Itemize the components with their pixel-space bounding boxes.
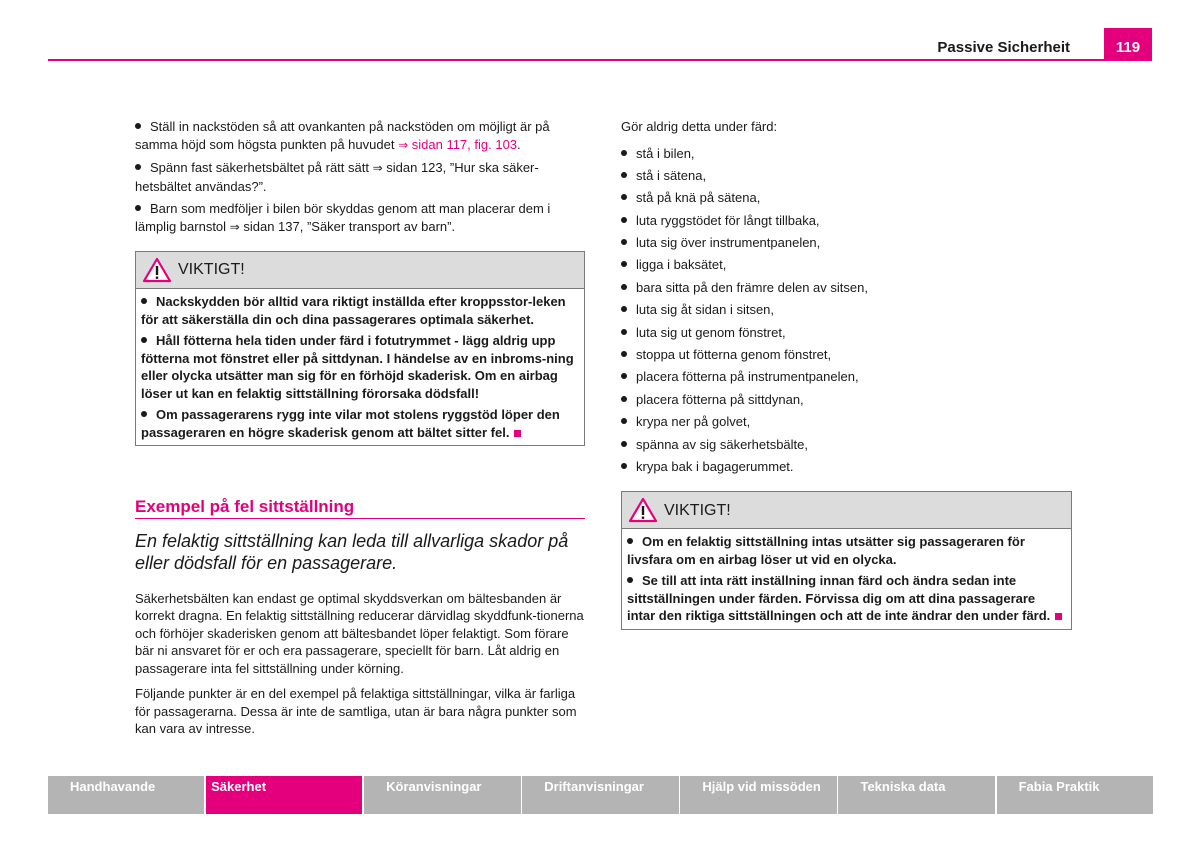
list-item: luta sig åt sidan i sitsen, bbox=[621, 301, 1072, 319]
list-item: luta ryggstödet för långt tillbaka, bbox=[621, 212, 1072, 230]
list-item: placera fötterna på sittdynan, bbox=[621, 391, 1072, 409]
bullet-icon bbox=[135, 164, 141, 170]
paragraph: Säkerhetsbälten kan endast ge optimal skyddsverkan om bältesbanden är korrekt dragna. En felaktig sittställning reducerar därvidlag skyddfunk-tionerna och förhöjer skaderisken genom att bältesbandet löper felaktigt. Som förare bär ni ansvaret för er och era passagerare, speciellt för barn. Låt aldrig en passagerare inta fel sittställning under körning. bbox=[135, 590, 584, 676]
header-rule bbox=[48, 59, 1152, 61]
bullet-icon bbox=[627, 538, 633, 544]
nav-tab-driftanvisningar[interactable]: Driftanvisningar bbox=[522, 776, 678, 814]
bullet-icon bbox=[621, 463, 627, 469]
bullet-icon bbox=[621, 194, 627, 200]
list-item: Spänn fast säkerhetsbältet på rätt sätt ⇒ sidan 123, ”Hur ska säker-hetsbältet användas?”. bbox=[135, 160, 539, 194]
section-heading: Exempel på fel sittställning bbox=[135, 498, 585, 519]
bullet-icon bbox=[141, 411, 147, 417]
list-item: luta sig över instrumentpanelen, bbox=[621, 234, 1072, 252]
bullet-icon bbox=[621, 150, 627, 156]
lead-text: En felaktig sittställning kan leda till allvarliga skador på eller dödsfall för en passagerare. bbox=[135, 530, 569, 573]
chapter-nav bbox=[48, 776, 1153, 814]
bullet-icon bbox=[621, 217, 627, 223]
warning-item: Håll fötterna hela tiden under färd i fotutrymmet - lägg aldrig upp fötterna mot fönstret eller på sittdynan. I händelse av en inbroms-ning eller olycka utsätter man sig för en förhöjd skaderisk. Om en airbag löser ut kan en felaktig sittställning förorsaka dödsfall! bbox=[141, 333, 574, 401]
bullet-icon bbox=[141, 337, 147, 343]
bullet-icon bbox=[621, 261, 627, 267]
cross-reference-link[interactable]: ⇒ sidan 117, fig. 103 bbox=[398, 136, 518, 152]
list-item: ligga i baksätet, bbox=[621, 256, 1072, 274]
list-item: luta sig ut genom fönstret, bbox=[621, 324, 1072, 342]
bullet-icon bbox=[621, 396, 627, 402]
list-item: spänna av sig säkerhetsbälte, bbox=[621, 436, 1072, 454]
bullet-icon bbox=[621, 351, 627, 357]
nav-tab-koranvisningar[interactable]: Köranvisningar bbox=[364, 776, 520, 814]
bullet-icon bbox=[621, 329, 627, 335]
warning-triangle-icon bbox=[142, 257, 172, 283]
list-item: bara sitta på den främre delen av sitsen, bbox=[621, 279, 1072, 297]
list-item: stå i sätena, bbox=[621, 167, 1072, 185]
nav-tab-fabia-praktik[interactable]: Fabia Praktik bbox=[997, 776, 1153, 814]
double-arrow-right-icon: ⇒ bbox=[372, 161, 383, 175]
list-item: Barn som medföljer i bilen bör skyddas genom att man placerar dem i lämplig barnstol ⇒ sidan 137, ”Säker transport av barn”. bbox=[135, 201, 551, 234]
nav-tab-tekniska-data[interactable]: Tekniska data bbox=[838, 776, 994, 814]
warning-item: Om en felaktig sittställning intas utsätter sig passageraren för livsfara om en airbag löser ut vid en olycka. bbox=[627, 534, 1025, 567]
warning-title: VIKTIGT! bbox=[178, 261, 245, 279]
nav-tab-sakerhet[interactable]: Säkerhet bbox=[206, 776, 362, 814]
bullet-icon bbox=[621, 239, 627, 245]
do-not-list bbox=[621, 145, 1072, 476]
warning-box bbox=[621, 491, 1072, 630]
bullet-icon bbox=[621, 306, 627, 312]
paragraph: Följande punkter är en del exempel på felaktiga sittställningar, vilka är farliga för passagerarna. Dessa är inte de samtliga, utan är bara några punkter som kan vara av intresse. bbox=[135, 686, 577, 736]
nav-tab-handhavande[interactable]: Handhavande bbox=[48, 776, 204, 814]
double-arrow-right-icon: ⇒ bbox=[229, 219, 240, 234]
bullet-icon bbox=[621, 373, 627, 379]
bullet-icon bbox=[621, 418, 627, 424]
warning-title: VIKTIGT! bbox=[664, 501, 731, 519]
warning-body bbox=[622, 529, 1071, 629]
warning-item: Nackskydden bör alltid vara riktigt inställda efter kroppsstor-leken för att säkerställa din och dina passagerares optimala säkerhet. bbox=[141, 294, 566, 327]
warning-header bbox=[622, 492, 1071, 529]
page-number: 119 bbox=[1104, 28, 1152, 61]
list-item: Ställ in nackstöden så att ovankanten på nackstöden om möjligt är på samma höjd som högsta punkten på huvudet ⇒ sidan 117, fig. 103. bbox=[135, 119, 550, 152]
right-column bbox=[621, 118, 1072, 630]
warning-box bbox=[135, 251, 585, 446]
bullet-icon bbox=[621, 284, 627, 290]
warning-item: Om passagerarens rygg inte vilar mot stolens ryggstöd löper den passageraren en högre skaderisk genom att bältet sitter fel. bbox=[141, 407, 560, 440]
bullet-icon bbox=[621, 172, 627, 178]
warning-triangle-icon bbox=[628, 497, 658, 523]
cross-reference[interactable]: sidan 123, ”Hur ska säker-hetsbältet användas?”. bbox=[135, 160, 539, 194]
bullet-icon bbox=[135, 123, 141, 129]
end-of-section-square-icon bbox=[514, 430, 521, 437]
list-item: krypa ner på golvet, bbox=[621, 413, 1072, 431]
section-title: Passive Sicherheit bbox=[937, 39, 1070, 56]
bullet-icon bbox=[135, 205, 141, 211]
list-intro: Gör aldrig detta under färd: bbox=[621, 119, 778, 134]
warning-item: Se till att inta rätt inställning innan färd och ändra sedan inte sittställningen under färden. Förvissa dig om att dina passagerare intar den riktiga sittställningen och att de inte ändrar den under färd. bbox=[627, 572, 1066, 625]
list-item: stå på knä på sätena, bbox=[621, 189, 1072, 207]
warning-body bbox=[136, 289, 584, 445]
bullet-icon bbox=[621, 441, 627, 447]
list-item: stoppa ut fötterna genom fönstret, bbox=[621, 346, 1072, 364]
cross-reference[interactable]: sidan 137, ”Säker transport av barn”. bbox=[243, 218, 456, 234]
bullet-icon bbox=[627, 577, 633, 583]
list-item: krypa bak i bagagerummet. bbox=[621, 458, 1072, 476]
list-item: placera fötterna på instrumentpanelen, bbox=[621, 368, 1072, 386]
end-of-section-square-icon bbox=[1055, 613, 1062, 620]
nav-tab-hjalp-vid-missoden[interactable]: Hjälp vid missöden bbox=[680, 776, 836, 814]
list-item: stå i bilen, bbox=[621, 145, 1072, 163]
double-arrow-right-icon: ⇒ bbox=[398, 137, 409, 152]
left-column bbox=[135, 118, 585, 746]
warning-header bbox=[136, 252, 584, 289]
bullet-icon bbox=[141, 298, 147, 304]
